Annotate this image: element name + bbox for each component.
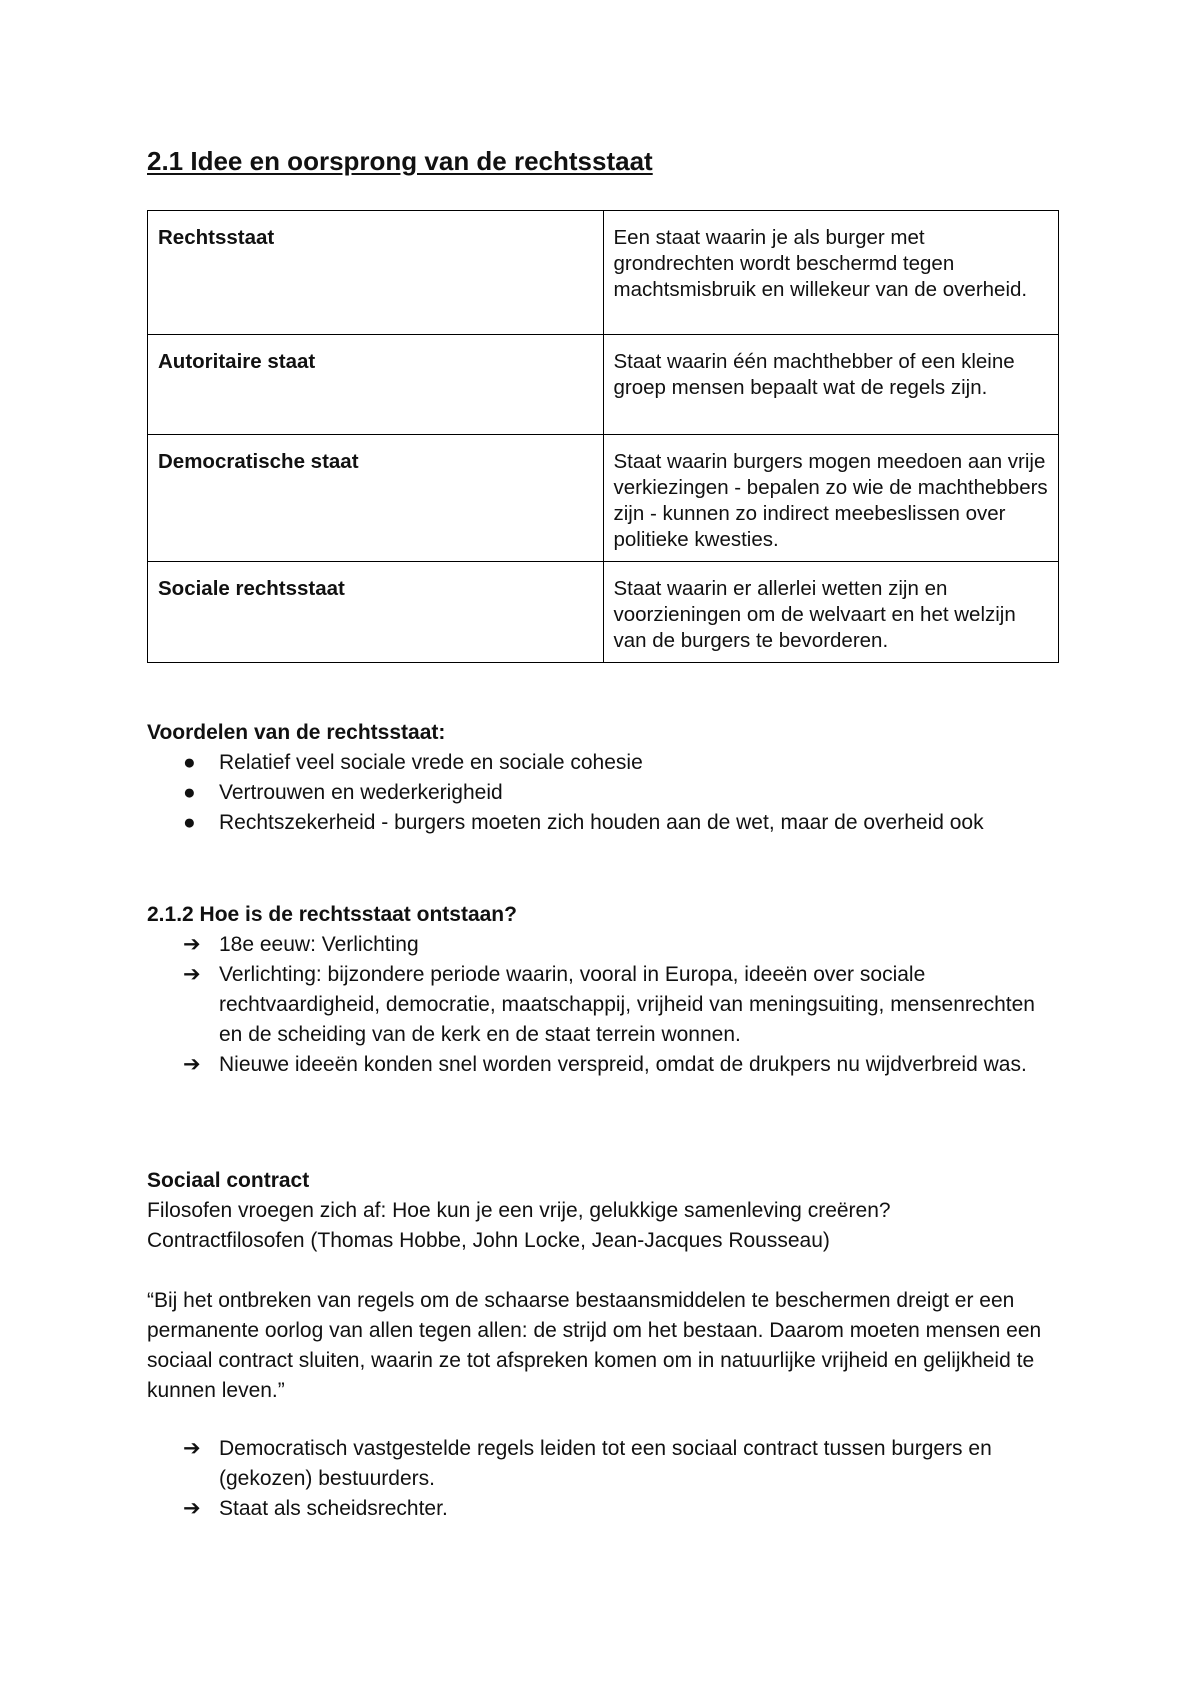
list-item-text: Democratisch vastgestelde regels leiden tot een sociaal contract tussen burgers en (gekozen) bestuurders. [219, 1437, 992, 1490]
section-heading: Voordelen van de rechtsstaat: [147, 721, 446, 744]
page-title: 2.1 Idee en oorsprong van de rechtsstaat [147, 146, 653, 176]
list-item [147, 960, 1047, 1050]
list-item-text: Verlichting: bijzondere periode waarin, vooral in Europa, ideeën over sociale rechtvaardigheid, democratie, maatschappij, vrijheid van meningsuiting, mensenrechten en de scheiding van de kerk en de staat terrein wonnen. [219, 963, 1035, 1046]
definition-cell: Staat waarin burgers mogen meedoen aan vrije verkiezingen - bepalen zo wie de machthebbers zijn - kunnen zo indirect meebeslissen over politieke kwesties. [603, 435, 1059, 562]
list-item-text: Relatief veel sociale vrede en sociale cohesie [219, 751, 643, 774]
bullet-icon: ● [183, 751, 196, 774]
list-item-text: Nieuwe ideeën konden snel worden verspreid, omdat de drukpers nu wijdverbreid was. [219, 1053, 1027, 1076]
contract-list [147, 1434, 1047, 1524]
table-row [148, 335, 1059, 435]
contract-quote: “Bij het ontbreken van regels om de schaarse bestaansmiddelen te beschermen dreigt er een permanente oorlog van allen tegen allen: de strijd om het bestaan. Daarom moeten mensen een sociaal contract sluiten, waarin ze tot afspreken komen om in natuurlijke vrijheid en gelijkheid te kunnen leven.” [147, 1289, 1042, 1402]
term-cell: Autoritaire staat [148, 335, 604, 435]
contract-philosophers: Contractfilosofen (Thomas Hobbe, John Locke, Jean-Jacques Rousseau) [147, 1229, 830, 1252]
ontstaan-list [147, 930, 1047, 1080]
list-item [147, 748, 1047, 778]
contract-question: Filosofen vroegen zich af: Hoe kun je een vrije, gelukkige samenleving creëren? [147, 1199, 891, 1222]
table-row [148, 562, 1059, 663]
list-item-text: Rechtszekerheid - burgers moeten zich houden aan de wet, maar de overheid ook [219, 811, 984, 834]
voordelen-list [147, 748, 1047, 838]
table-row [148, 211, 1059, 335]
term-cell: Sociale rechtsstaat [148, 562, 604, 663]
list-item-text: Vertrouwen en wederkerigheid [219, 781, 503, 804]
term-cell: Democratische staat [148, 435, 604, 562]
ontstaan-section [147, 900, 1047, 1080]
bullet-icon: ● [183, 781, 196, 804]
definition-cell: Staat waarin er allerlei wetten zijn en voorzieningen om de welvaart en het welzijn van de burgers te bevorderen. [603, 562, 1059, 663]
table-row [148, 435, 1059, 562]
arrow-right-icon: ➔ [183, 933, 201, 956]
list-item [147, 808, 1047, 838]
arrow-right-icon: ➔ [183, 1437, 201, 1460]
definition-cell: Een staat waarin je als burger met grondrechten wordt beschermd tegen machtsmisbruik en willekeur van de overheid. [603, 211, 1059, 335]
list-item [147, 778, 1047, 808]
list-item [147, 1434, 1047, 1494]
definition-cell: Staat waarin één machthebber of een kleine groep mensen bepaalt wat de regels zijn. [603, 335, 1059, 435]
definitions-table [147, 210, 1059, 663]
list-item-text: 18e eeuw: Verlichting [219, 933, 419, 956]
section-heading: 2.1.2 Hoe is de rechtsstaat ontstaan? [147, 903, 517, 926]
voordelen-section [147, 718, 1047, 838]
arrow-right-icon: ➔ [183, 1053, 201, 1076]
list-item [147, 930, 1047, 960]
term-cell: Rechtsstaat [148, 211, 604, 335]
contract-section [147, 1166, 1047, 1524]
arrow-right-icon: ➔ [183, 963, 201, 986]
list-item-text: Staat als scheidsrechter. [219, 1497, 448, 1520]
list-item [147, 1494, 1047, 1524]
section-heading: Sociaal contract [147, 1169, 310, 1192]
bullet-icon: ● [183, 811, 196, 834]
arrow-right-icon: ➔ [183, 1497, 201, 1520]
list-item [147, 1050, 1047, 1080]
